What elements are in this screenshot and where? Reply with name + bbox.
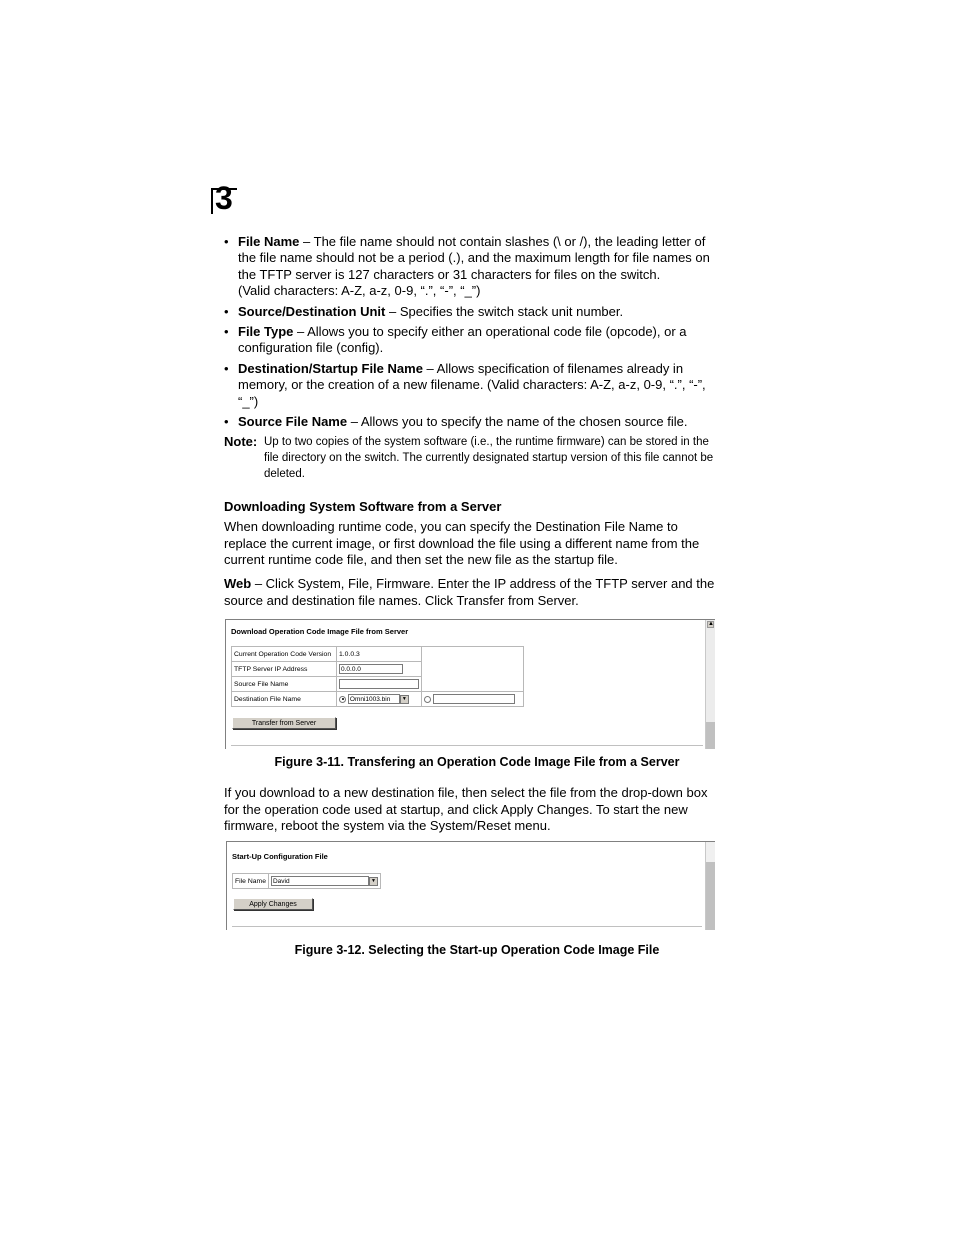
section-heading: Downloading System Software from a Server <box>224 499 502 514</box>
table-row <box>232 692 524 707</box>
scroll-up-icon[interactable]: ▲ <box>708 621 714 627</box>
row-label: Source File Name <box>232 677 337 692</box>
chevron-down-icon[interactable]: ▼ <box>400 695 409 704</box>
list-item: • Source File Name – Allows you to specify the name of the chosen source file. <box>224 414 688 430</box>
apply-changes-button[interactable]: Apply Changes <box>233 898 313 910</box>
source-file-name-input[interactable] <box>339 679 419 689</box>
bullet-term: Source File Name <box>238 414 348 430</box>
row-label: Destination File Name <box>232 692 337 707</box>
list-item: • File Type – Allows you to specify either an operational code file (opcode), or a configuration file (config). <box>224 324 687 356</box>
startup-form-table <box>232 873 381 889</box>
table-row <box>232 677 524 692</box>
bullet-term: Source/Destination Unit <box>238 303 386 319</box>
vertical-scrollbar[interactable] <box>705 620 715 749</box>
table-row <box>232 662 524 677</box>
download-form-table <box>231 646 524 707</box>
current-version-value: 1.0.0.3 <box>337 647 422 662</box>
list-item: • Destination/Startup File Name – Allows specification of filenames already in memory, or the creation of a new filename. (Valid characters: A-Z, a-z, 0-9, “.”, “-”, “_”) <box>224 360 706 409</box>
bullet-extra: (Valid characters: A-Z, a-z, 0-9, “.”, “-”, “_”) <box>238 283 481 299</box>
table-row <box>232 647 524 662</box>
parameter-list <box>224 234 719 434</box>
startup-file-select[interactable]: David <box>271 876 369 886</box>
web-instructions <box>224 576 719 609</box>
startup-config-screenshot <box>226 841 715 930</box>
new-destination-file-input[interactable] <box>433 694 515 704</box>
row-label: Current Operation Code Version <box>232 647 337 662</box>
figure-caption: Figure 3-12. Selecting the Start-up Operation Code Image File <box>294 943 660 957</box>
chapter-marker <box>211 180 237 216</box>
bullet-text: – Allows you to specify the name of the chosen source file. <box>347 414 688 430</box>
bullet-text: – Allows specification of filenames already in memory, or the creation of a new filename. (Valid characters: A-Z, a-z, 0-9, “.”, “-”, “_”) <box>238 360 706 409</box>
note-block <box>224 434 719 482</box>
figure-caption: Figure 3-11. Transfering an Operation Code Image File from a Server <box>274 755 680 769</box>
download-firmware-screenshot <box>225 619 715 749</box>
bullet-text: – The file name should not contain slashes (\ or /), the leading letter of the file name should not be a period (.), and the maximum length for file names on the TFTP server is 127 characters or 31 characters for files on the switch. <box>238 234 710 282</box>
table-row <box>233 874 381 889</box>
tftp-server-ip-input[interactable]: 0.0.0.0 <box>339 664 403 674</box>
existing-file-radio[interactable] <box>339 696 346 703</box>
web-term: Web <box>224 576 252 591</box>
intro-paragraph: When downloading runtime code, you can specify the Destination File Name to replace the current image, or first download the file using a different name from the current runtime code file, and then set the new file as the startup file. <box>224 519 700 567</box>
bullet-text: – Allows you to specify either an operational code file (opcode), or a configuration file (config). <box>238 324 687 356</box>
destination-file-select[interactable]: Omni1003.bin <box>348 694 400 704</box>
file-name-label: File Name <box>233 874 269 889</box>
bullet-term: Destination/Startup File Name <box>238 360 423 376</box>
chevron-down-icon[interactable]: ▼ <box>369 877 378 886</box>
web-text: – Click System, File, Firmware. Enter the IP address of the TFTP server and the source and destination file names. Click Transfer from Server. <box>224 576 715 608</box>
bullet-term: File Type <box>238 324 294 340</box>
list-item: • Source/Destination Unit – Specifies the switch stack unit number. <box>224 303 624 319</box>
chapter-number: 3 <box>215 180 232 216</box>
scrollbar-thumb[interactable] <box>706 722 715 749</box>
vertical-scrollbar[interactable] <box>705 842 715 930</box>
row-label: TFTP Server IP Address <box>232 662 337 677</box>
new-file-radio[interactable] <box>424 696 431 703</box>
panel-title: Download Operation Code Image File from Server <box>231 627 409 636</box>
transfer-from-server-button[interactable]: Transfer from Server <box>232 717 336 729</box>
note-label: Note: <box>224 434 258 449</box>
startup-paragraph: If you download to a new destination file, then select the file from the drop-down box for the operation code used at startup, and click Apply Changes. To start the new firmware, reboot the system via the System/Reset menu. <box>224 785 708 833</box>
bullet-text: – Specifies the switch stack unit number. <box>385 303 624 319</box>
note-text: Up to two copies of the system software (i.e., the runtime firmware) can be stored in the file directory on the switch. The currently designated startup version of this file cannot be deleted. <box>264 436 714 480</box>
bullet-term: File Name <box>238 234 300 249</box>
list-item: • File Name – The file name should not contain slashes (\ or /), the leading letter of the file name should not be a period (.), and the maximum length for file names on the TFTP server is 127 characters or 31 characters for files on the switch. (Valid characters: A-Z, a-z, 0-9, “.”, “-”, “_”) <box>224 234 710 299</box>
scrollbar-thumb[interactable] <box>706 862 715 930</box>
panel-title: Start-Up Configuration File <box>232 852 328 861</box>
